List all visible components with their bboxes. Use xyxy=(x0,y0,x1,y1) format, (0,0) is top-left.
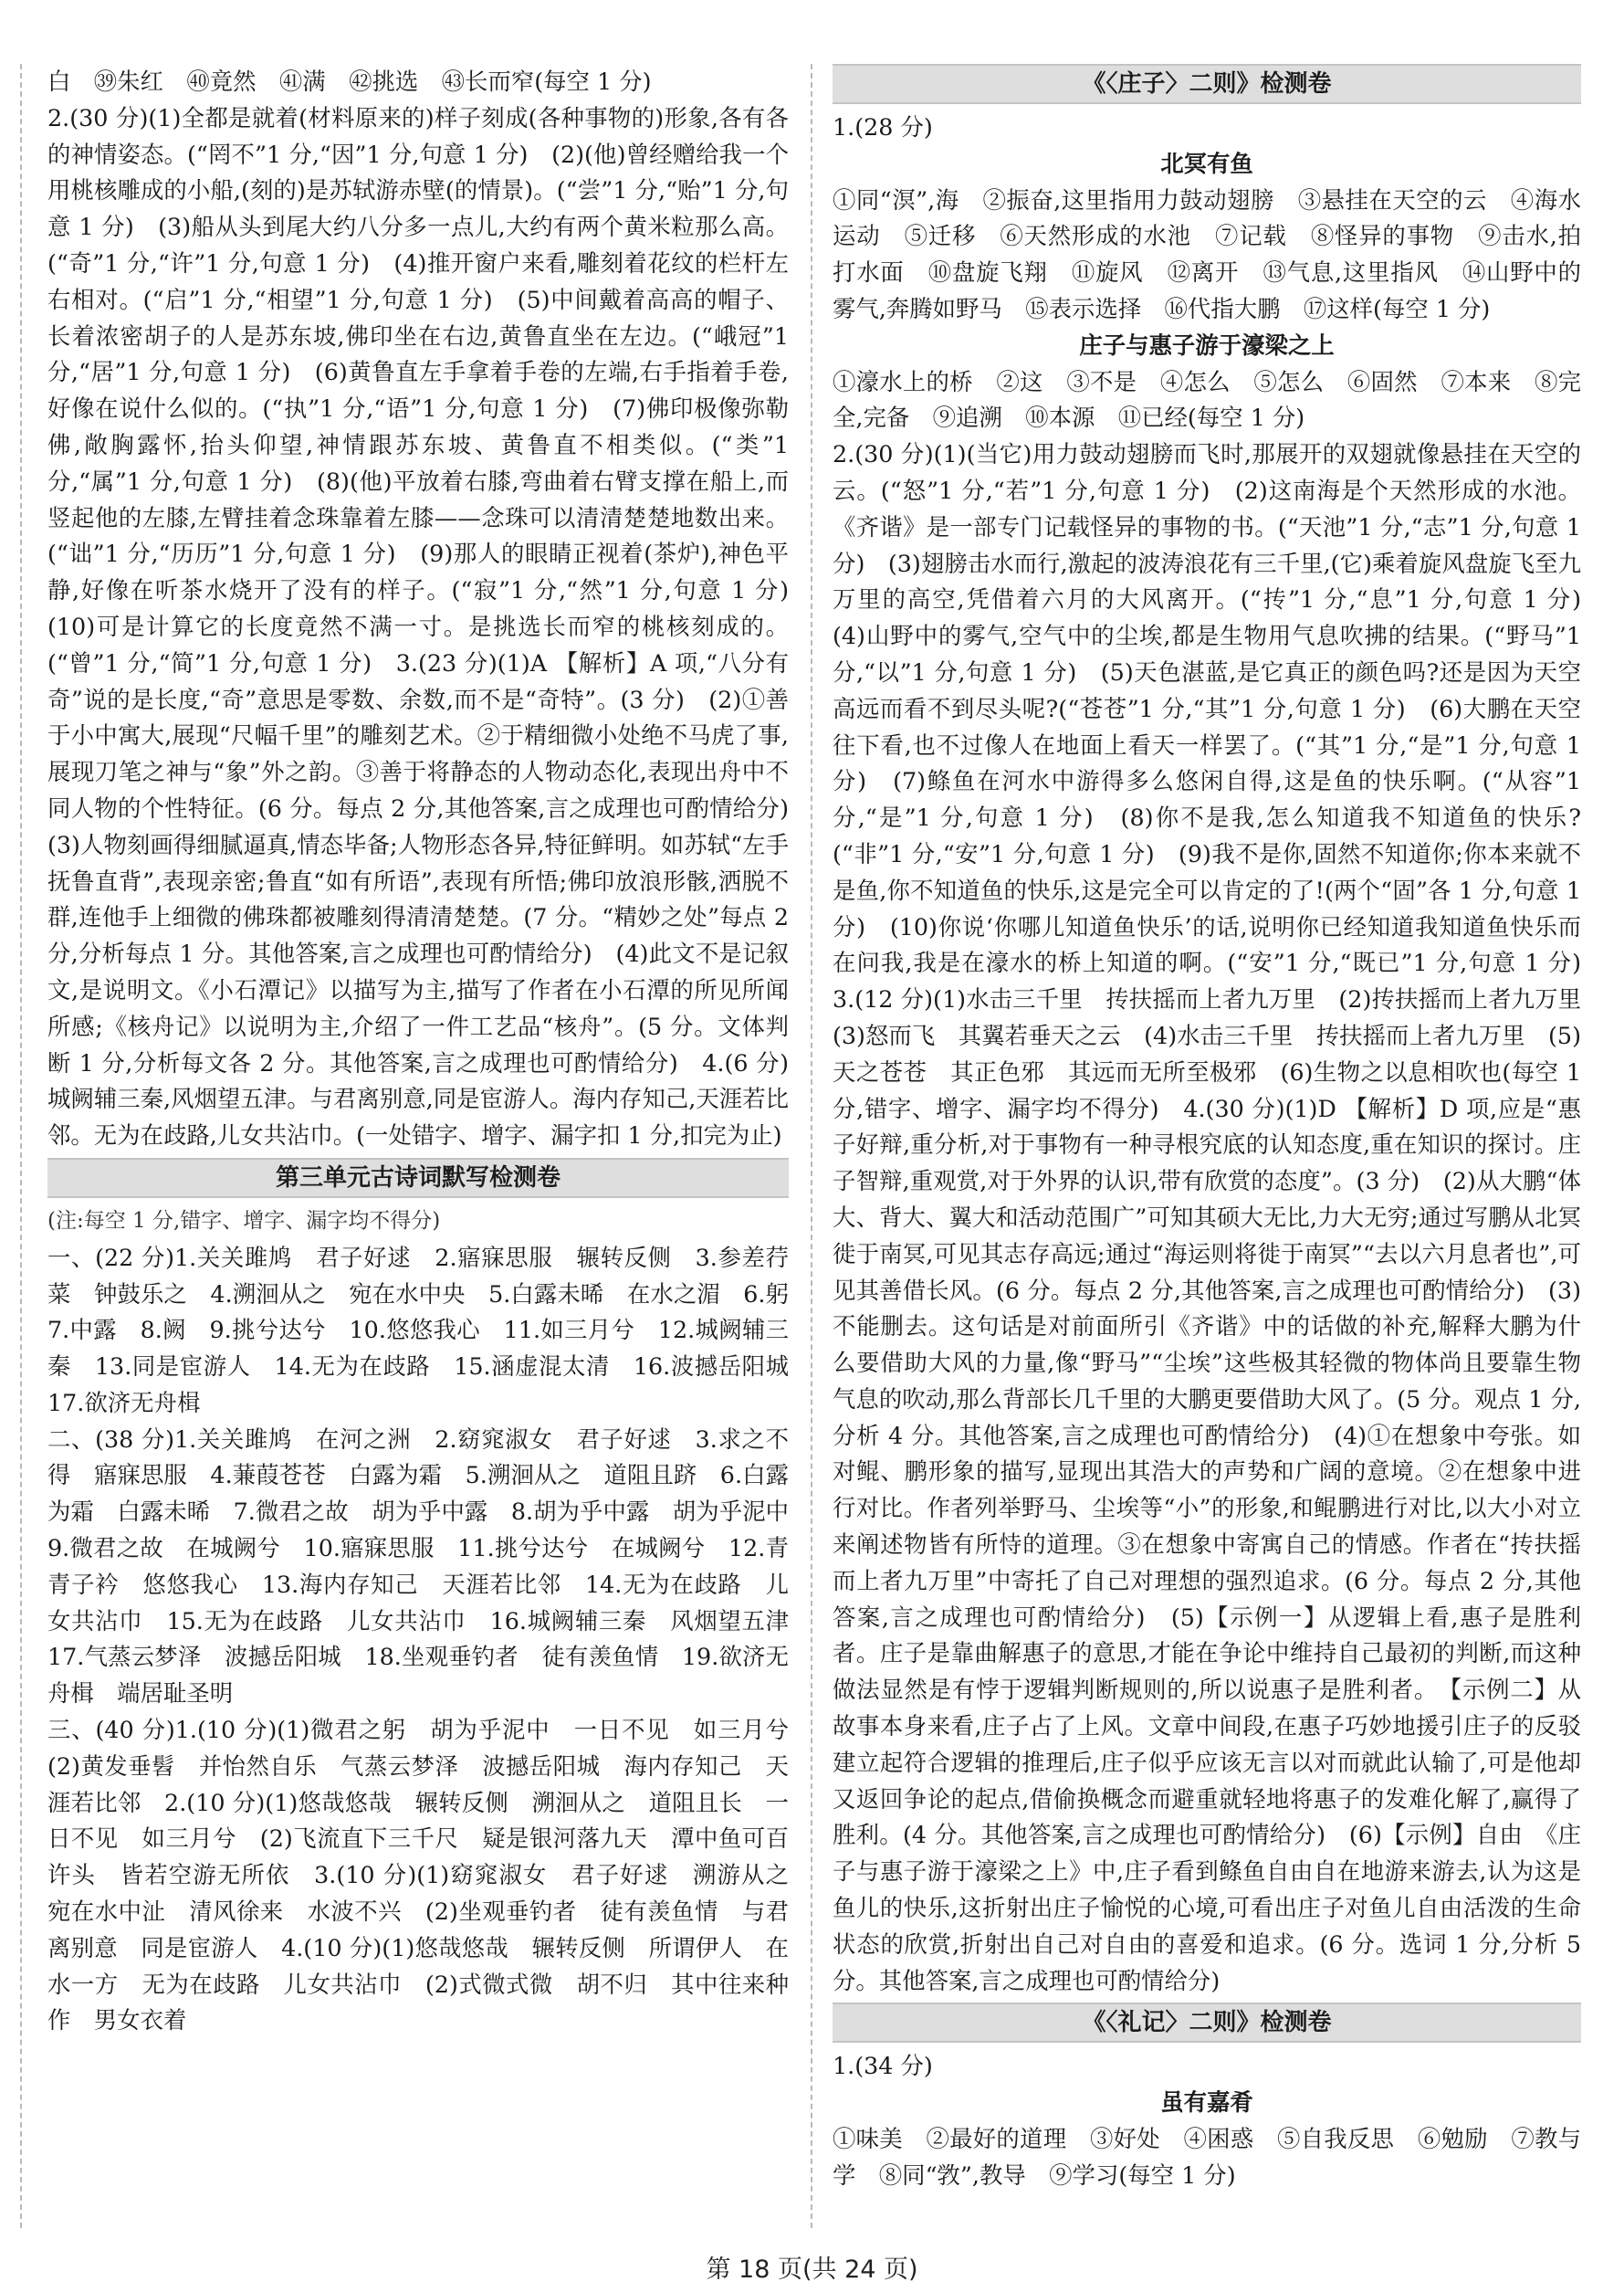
subtitle-suiyoujiayao: 虽有嘉肴 xyxy=(1160,2088,1253,2117)
subtitle-beiming: 北冥有鱼 xyxy=(1160,149,1253,177)
answer-block: ①同“溟”,海 ②振奋,这里指用力鼓动翅膀 ③悬挂在天空的云 ④海水运动 ⑤迁移 ⑥天然形成的水池 ⑦记载 ⑧怪异的事物 ⑨击水,拍打水面 ⑩盘旋飞翔 ⑪旋风 ⑫离开 ⑬气息,这里指风 ⑭山野中的雾气,奔腾如野马 ⑮表示选择 ⑯代指大鹏 ⑰这样(每空 1 分) xyxy=(833,185,1581,322)
page-number: 第 18 页(共 24 页) xyxy=(706,2255,918,2284)
section-title-zhuangzi: 《〈庄子〉二则》检测卷 xyxy=(833,64,1581,104)
answer-block: ①味美 ②最好的道理 ③好处 ④困惑 ⑤自我反思 ⑥勉励 ⑦教与学 ⑧同“敩”,教导 ⑨学习(每空 1 分) xyxy=(833,2125,1581,2189)
answer-block: 三、(40 分)1.(10 分)(1)微君之躬 胡为乎泥中 一日不见 如三月兮 (2)黄发垂髫 并怡然自乐 气蒸云梦泽 波撼岳阳城 海内存知己 天涯若比邻 2.(10 分)(1)悠哉悠哉 辗转反侧 溯洄从之 道阻且长 一日不见 如三月兮 (2)飞流直下三千尺 疑是银河落九天 潭中鱼可百许头 皆若空游无所依 3.(10 分)(1)窈窕淑女 君子好逑 溯游从之 宛在水中沚 清风徐来 水波不兴 (2)坐观垂钓者 徒有羡鱼情 与君离别意 同是宦游人 4.(10 分)(1)悠哉悠哉 辗转反侧 所谓伊人 在水一方 无为在歧路 儿女共沾巾 (2)式微式微 胡不归 其中往来种作 男女衣着 xyxy=(47,1716,812,2034)
answer-block: 白 ㊴朱红 ㊵竟然 ㊶满 ㊷挑选 ㊸长而窄(每空 1 分) xyxy=(47,68,652,95)
answer-block: ①濠水上的桥 ②这 ③不是 ④怎么 ⑤怎么 ⑥固然 ⑦本来 ⑧完全,完备 ⑨追溯 ⑩本源 ⑪已经(每空 1 分) xyxy=(833,367,1581,432)
left-column xyxy=(47,64,812,2039)
answer-block: 2.(30 分)(1)全都是就着(材料原来的)样子刻成(各种事物的)形象,各有各的神情姿态。(“罔不”1 分,“因”1 分,句意 1 分) (2)(他)曾经赠给我一个用桃核雕成的小船,(刻的)是苏轼游赤壁(的情景)。(“尝”1 分,“贻”1 分,句意 1 分) (3)船从头到尾大约八分多一点儿,大约有两个黄米粒那么高。(“奇”1 分,“许”1 分,句意 1 分) (4)推开窗户来看,雕刻着花纹的栏杆左右相对。(“启”1 分,“相望”1 分,句意 1 分) (5)中间戴着高高的帽子、长着浓密胡子的人是苏东坡,佛印坐在右边,黄鲁直坐在左边。(“峨冠”1 分,“居”1 分,句意 1 分) (6)黄鲁直左手拿着手卷的左端,右手指着手卷,好像在说什么似的。(“执”1 分,“语”1 分,句意 1 分) (7)佛印极像弥勒佛,敞胸露怀,抬头仰望,神情跟苏东坡、黄鲁直不相类似。(“类”1 分,“属”1 分,句意 1 分) (8)(他)平放着右膝,弯曲着右臂支撑在船上,而竖起他的左膝,左臂挂着念珠靠着左膝——念珠可以清清楚楚地数出来。(“诎”1 分,“历历”1 分,句意 1 分) (9)那人的眼睛正视着(茶炉),神色平静,好像在听茶水烧开了没有的样子。(“寂”1 分,“然”1 分,句意 1 分) (10)可是计算它的长度竟然不满一寸。是挑选长而窄的桃核刻成的。(“曾”1 分,“简”1 分,句意 1 分) 3.(23 分)(1)A 【解析】A 项,“八分有奇”说的是长度,“奇”意思是零数、余数,而不是“奇特”。(3 分) (2)①善于小中寓大,展现“尺幅千里”的雕刻艺术。②于精细微小处绝不马虎了事,展现刀笔之神与“象”外之韵。③善于将静态的人物动态化,表现出舟中不同人物的个性特征。(6 分。每点 2 分,其他答案,言之成理也可酌情给分) (3)人物刻画得细腻逼真,情态毕备;人物形态各异,特征鲜明。如苏轼“左手抚鲁直背”,表现亲密;鲁直“如有所语”,表现有所悟;佛印放浪形骸,洒脱不群,连他手上细微的佛珠都被雕刻得清清楚楚。(7 分。“精妙之处”每点 2 分,分析每点 1 分。其他答案,言之成理也可酌情给分) (4)此文不是记叙文,是说明文。《小石潭记》以描写为主,描写了作者在小石潭的所见所闻所感;《核舟记》以说明为主,介绍了一件工艺品“核舟”。(5 分。文体判断 1 分,分析每文各 2 分。其他答案,言之成理也可酌情给分) 4.(6 分)城阙辅三秦,风烟望五津。与君离别意,同是宦游人。海内存知己,天涯若比邻。无为在歧路,儿女共沾巾。(一处错字、增字、漏字扣 1 分,扣完为止) xyxy=(47,103,812,1150)
right-column xyxy=(833,64,1605,2194)
answer-block: 一、(22 分)1.关关雎鸠 君子好逑 2.寤寐思服 辗转反侧 3.参差荇菜 钟鼓乐之 4.溯洄从之 宛在水中央 5.白露未晞 在水之湄 6.躬 7.中露 8.阙 9.挑兮达兮 10.悠悠我心 11.如三月兮 12.城阙辅三秦 13.同是宦游人 14.无为在歧路 15.涵虚混太清 16.波撼岳阳城 17.欲济无舟楫 xyxy=(47,1243,812,1416)
section-title-liji: 《〈礼记〉二则》检测卷 xyxy=(833,2003,1581,2043)
subtitle-haoliang: 庄子与惠子游于濠梁之上 xyxy=(1079,331,1335,359)
section-note: (注:每空 1 分,错字、增字、漏字均不得分) xyxy=(47,1208,441,1233)
left-margin-dashes xyxy=(20,64,22,2228)
question-number: 1.(34 分) xyxy=(833,2052,933,2080)
answer-block: 2.(30 分)(1)(当它)用力鼓动翅膀而飞时,那展开的双翅就像悬挂在天空的云。(“怒”1 分,“若”1 分,句意 1 分) (2)这南海是个天然形成的水池。《齐谐》是一部专门记载怪异的事物的书。(“天池”1 分,“志”1 分,句意 1 分) (3)翅膀击水而行,激起的波涛浪花有三千里,(它)乘着旋风盘旋飞至九万里的高空,凭借着六月的大风离开。(“抟”1 分,“息”1 分,句意 1 分) (4)山野中的雾气,空气中的尘埃,都是生物用气息吹拂的结果。(“野马”1 分,“以”1 分,句意 1 分) (5)天色湛蓝,是它真正的颜色吗?还是因为天空高远而看不到尽头呢?(“苍苍”1 分,“其”1 分,句意 1 分) (6)大鹏在天空往下看,也不过像人在地面上看天一样罢了。(“其”1 分,“是”1 分,句意 1 分) (7)鲦鱼在河水中游得多么悠闲自得,这是鱼的快乐啊。(“从容”1 分,“是”1 分,句意 1 分) (8)你不是我,怎么知道我不知道鱼的快乐?(“非”1 分,“安”1 分,句意 1 分) (9)我不是你,固然不知道你;你本来就不是鱼,你不知道鱼的快乐,这是完全可以肯定的了!(两个“固”各 1 分,句意 1 分) (10)你说‘你哪儿知道鱼快乐’的话,说明你已经知道我知道鱼快乐而在问我,我是在濠水的桥上知道的啊。(“安”1 分,“既已”1 分,句意 1 分) 3.(12 分)(1)水击三千里 抟扶摇而上者九万里 (2)抟扶摇而上者九万里 (3)怒而飞 其翼若垂天之云 (4)水击三千里 抟扶摇而上者九万里 (5)天之苍苍 其正色邪 其远而无所至极邪 (6)生物之以息相吹也(每空 1 分,错字、增字、漏字均不得分) 4.(30 分)(1)D 【解析】D 项,应是“惠子好辩,重分析,对于事物有一种寻根究底的认知态度,重在知识的探讨。庄子智辩,重观赏,对于外界的认识,带有欣赏的态度”。(3 分) (2)从大鹏“体大、背大、翼大和活动范围广”可知其硕大无比,力大无穷;通过写鹏从北冥徙于南冥,可见其志存高远;通过“海运则将徙于南冥”“去以六月息者也”,可见其善借长风。(6 分。每点 2 分,其他答案,言之成理也可酌情给分) (3)不能删去。这句话是对前面所引《齐谐》中的话做的补充,解释大鹏为什么要借助大风的力量,像“野马”“尘埃”这些极其轻微的物体尚且要靠生物气息的吹动,那么背部长几千里的大鹏更要借助大风了。(5 分。观点 1 分,分析 4 分。其他答案,言之成理也可酌情给分) (4)①在想象中夸张。如对鲲、鹏形象的描写,显现出其浩大的声势和广阔的意境。②在想象中进行对比。作者列举野马、尘埃等“小”的形象,和鲲鹏进行对比,以大小对立来阐述物皆有所恃的道理。③在想象中寄寓自己的情感。作者在“抟扶摇而上者九万里”中寄托了自己对理想的强烈追求。(6 分。每点 2 分,其他答案,言之成理也可酌情给分) (5)【示例一】从逻辑上看,惠子是胜利者。庄子是靠曲解惠子的意思,才能在争论中维持自己最初的判断,而这种做法显然是有悖于逻辑判断规则的,所以说惠子是胜利者。 【示例二】从故事本身来看,庄子占了上风。文章中间段,在惠子巧妙地援引庄子的反驳建立起符合逻辑的推理后,庄子似乎应该无言以对而就此认输了,可是他却又返回争论的起点,借偷换概念而避重就轻地将惠子的发难化解了,赢得了胜利。(4 分。其他答案,言之成理也可酌情给分) (6)【示例】自由 《庄子与惠子游于濠梁之上》中,庄子看到鲦鱼自由自在地游来游去,认为这是鱼儿的快乐,这折射出庄子愉悦的心境,可看出庄子对鱼儿自由活泼的生命状态的欣赏,折射出自己对自由的喜爱和追求。(6 分。选词 1 分,分析 5 分。其他答案,言之成理也可酌情给分) xyxy=(833,440,1605,1994)
column-divider-dashes xyxy=(811,64,812,2228)
answer-block: 二、(38 分)1.关关雎鸠 在河之洲 2.窈窕淑女 君子好逑 3.求之不得 寤寐思服 4.蒹葭苍苍 白露为霜 5.溯洄从之 道阻且跻 6.白露为霜 白露未晞 7.微君之故 胡为乎中露 8.胡为乎中露 胡为乎泥中 9.微君之故 在城阙兮 10.寤寐思服 11.挑兮达兮 在城阙兮 12.青青子衿 悠悠我心 13.海内存知己 天涯若比邻 14.无为在歧路 儿女共沾巾 15.无为在歧路 儿女共沾巾 16.城阙辅三秦 风烟望五津 17.气蒸云梦泽 波撼岳阳城 18.坐观垂钓者 徒有羡鱼情 19.欲济无舟楫 端居耻圣明 xyxy=(47,1425,812,1708)
question-number: 1.(28 分) xyxy=(833,113,933,141)
section-title-poetry: 第三单元古诗词默写检测卷 xyxy=(47,1158,789,1198)
